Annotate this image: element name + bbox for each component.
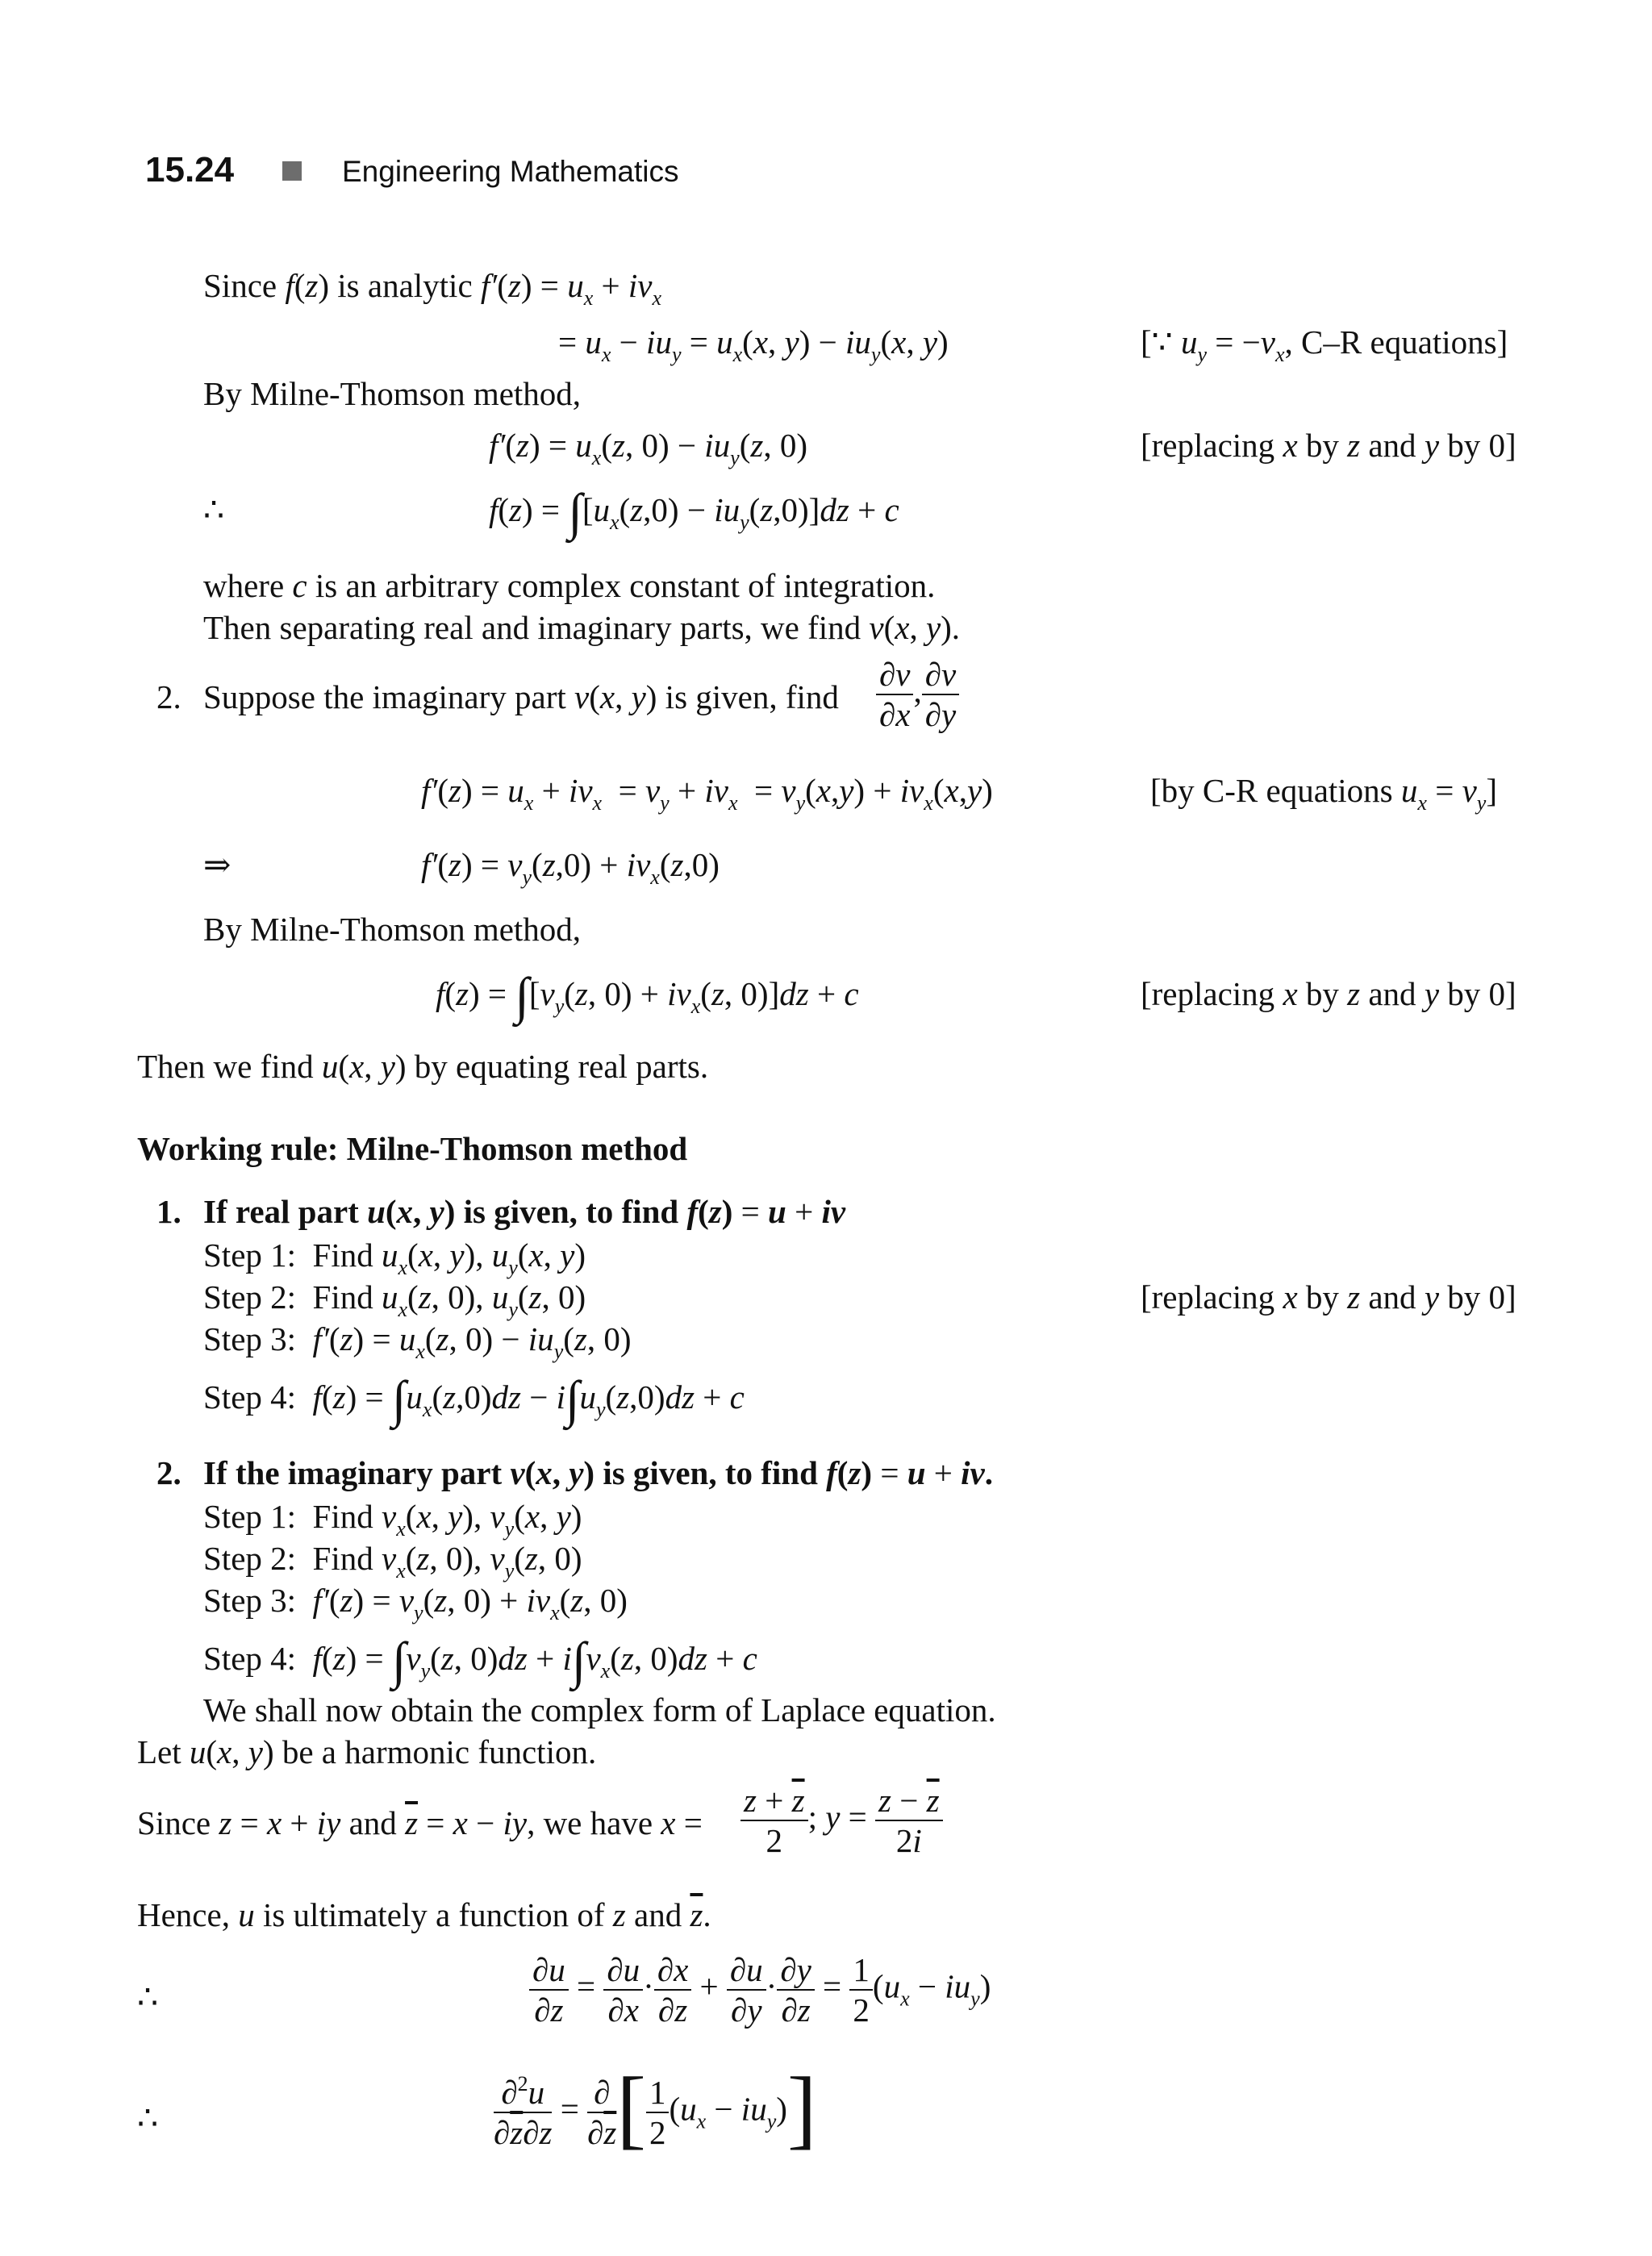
then-find-u-line: Then we find u(x, y) by equating real parts.	[137, 1048, 709, 1085]
rule1-title: If real part u(x, y) is given, to find f(z) = u + iv	[203, 1193, 846, 1230]
eq-fprime-v: $f'(z) = u_x + iv_x = v_y + iv_x = v_y(x,y) + iv_x(x,y)$	[421, 772, 993, 815]
milne-heading-2: By Milne-Thomson method,	[203, 911, 582, 948]
hence-u-line: Hence, u is ultimately a function of z and $\overline{z}$.	[137, 1896, 711, 1933]
running-title: Engineering Mathematics	[342, 155, 679, 188]
therefore-symbol-1: ∴	[203, 491, 225, 528]
rule1-step1: Step 1: Find $u_x(x$, y), $u_y(x$, y)	[203, 1236, 586, 1279]
let-u-line: Let u(x, y) be a harmonic function.	[137, 1733, 597, 1770]
rule1-step4: Step 4: $f(z) = \int u_x(z,0)dz - i\int u_y(z,0)dz + c$	[203, 1370, 745, 1428]
laplace-intro: We shall now obtain the complex form of Laplace equation.	[203, 1691, 996, 1728]
eq-fprime-v-z0: $f'(z) = v_y(z,0) + iv_x(z,0)$	[421, 846, 720, 889]
implies-symbol: ⇒	[203, 846, 232, 883]
rule2-step3: Step 3: $f'(z) = v_y(z$, $0) + iv_x(z$, 0)	[203, 1582, 628, 1624]
header-square-icon	[282, 161, 302, 181]
eq-fprime-z0: $f'(z) = u_x(z$, $0) - iu_y(z$, 0)	[489, 427, 807, 469]
cr-note: [∵ $u_y = -v_x$, C–R equations]	[1141, 323, 1508, 366]
rule2-step2: Step 2: Find $v_x(z$, 0), $v_y(z$, 0)	[203, 1540, 582, 1583]
line-since-analytic: Since f(z) is analytic $f'(z) = u_x + iv_x$	[203, 267, 661, 310]
milne-heading-1: By Milne-Thomson method,	[203, 375, 582, 412]
replacing-note-1: [replacing x by z and y by 0]	[1141, 427, 1516, 464]
item2-number: 2.	[156, 678, 181, 715]
partial-fracs-v: $\frac{\partial v}{\partial x}$ , $\frac{\partial v}{\partial y}$	[876, 655, 959, 734]
eq-fprime-expand: = $u_x - iu_y = u_x(x$, $y) - iu_y(x$, y)	[558, 323, 949, 366]
therefore-symbol-2: ∴	[137, 1979, 159, 2016]
rule2-number: 2.	[156, 1454, 181, 1491]
where-c-line: where c is an arbitrary complex constant of integration.	[203, 567, 936, 604]
rule1-step3: Step 3: $f'(z) = u_x(z$, $0) - iu_y(z$, 0)	[203, 1320, 632, 1363]
item2-text: Suppose the imaginary part v(x, y) is given, find	[203, 678, 839, 715]
cr-note-2: [by C-R equations $u_x = v_y$]	[1150, 772, 1497, 815]
eq-du-dz: $\frac{\partial u}{\partial z}$ = $\frac{\partial u}{\partial x}$ · $\frac{\partial x}{\partial z}$ + $\frac{\partial u}{\partial y}$ · $\frac{\partial y}{\partial z}$ = $\frac{1}{2}$ $(u_x - iu_y)$	[529, 1950, 991, 2029]
working-rule-heading: Working rule: Milne-Thomson method	[137, 1130, 688, 1167]
therefore-symbol-3: ∴	[137, 2100, 159, 2137]
x-y-fracs: $\frac{z + \overline{z}}{2}$ ; y = $\frac{z - \overline{z}}{2i}$	[740, 1781, 943, 1860]
replacing-note-3: [replacing x by z and y by 0]	[1141, 1278, 1516, 1316]
then-separate-line: Then separating real and imaginary parts, we find v(x, y).	[203, 609, 961, 646]
rule2-title: If the imaginary part v(x, y) is given, to find f(z) = u + iv.	[203, 1454, 993, 1491]
replacing-note-2: [replacing x by z and y by 0]	[1141, 975, 1516, 1012]
eq-fz-integral-2: $f(z) = \int[v_y(z$, $0) + iv_x(z$, 0)]dz + c	[436, 967, 859, 1024]
eq-d2u: $\frac{\partial^2u}{\partial\overline{z}\partial z}$ = $\frac{\partial}{\partial\overline{z}}$ [ $\frac{1}{2}$ $(u_x - iu_y)$]	[494, 2058, 817, 2158]
page-number: 15.24	[145, 150, 235, 190]
rule1-number: 1.	[156, 1193, 181, 1230]
rule2-step4: Step 4: $f(z) = \int v_y(z$, $0)dz + i\int v_x(z$, 0)dz + c	[203, 1632, 757, 1689]
eq-fz-integral-1: $f(z) = \int[u_x(z,0) - iu_y(z,0)]dz + c$	[489, 483, 899, 540]
rule2-step1: Step 1: Find $v_x(x$, y), $v_y(x$, y)	[203, 1498, 582, 1541]
since-z-line: Since z = x + iy and $\overline{z} = x$ − iy, we have x =	[137, 1804, 703, 1841]
rule1-step2: Step 2: Find $u_x(z$, 0), $u_y(z$, 0)	[203, 1278, 586, 1321]
